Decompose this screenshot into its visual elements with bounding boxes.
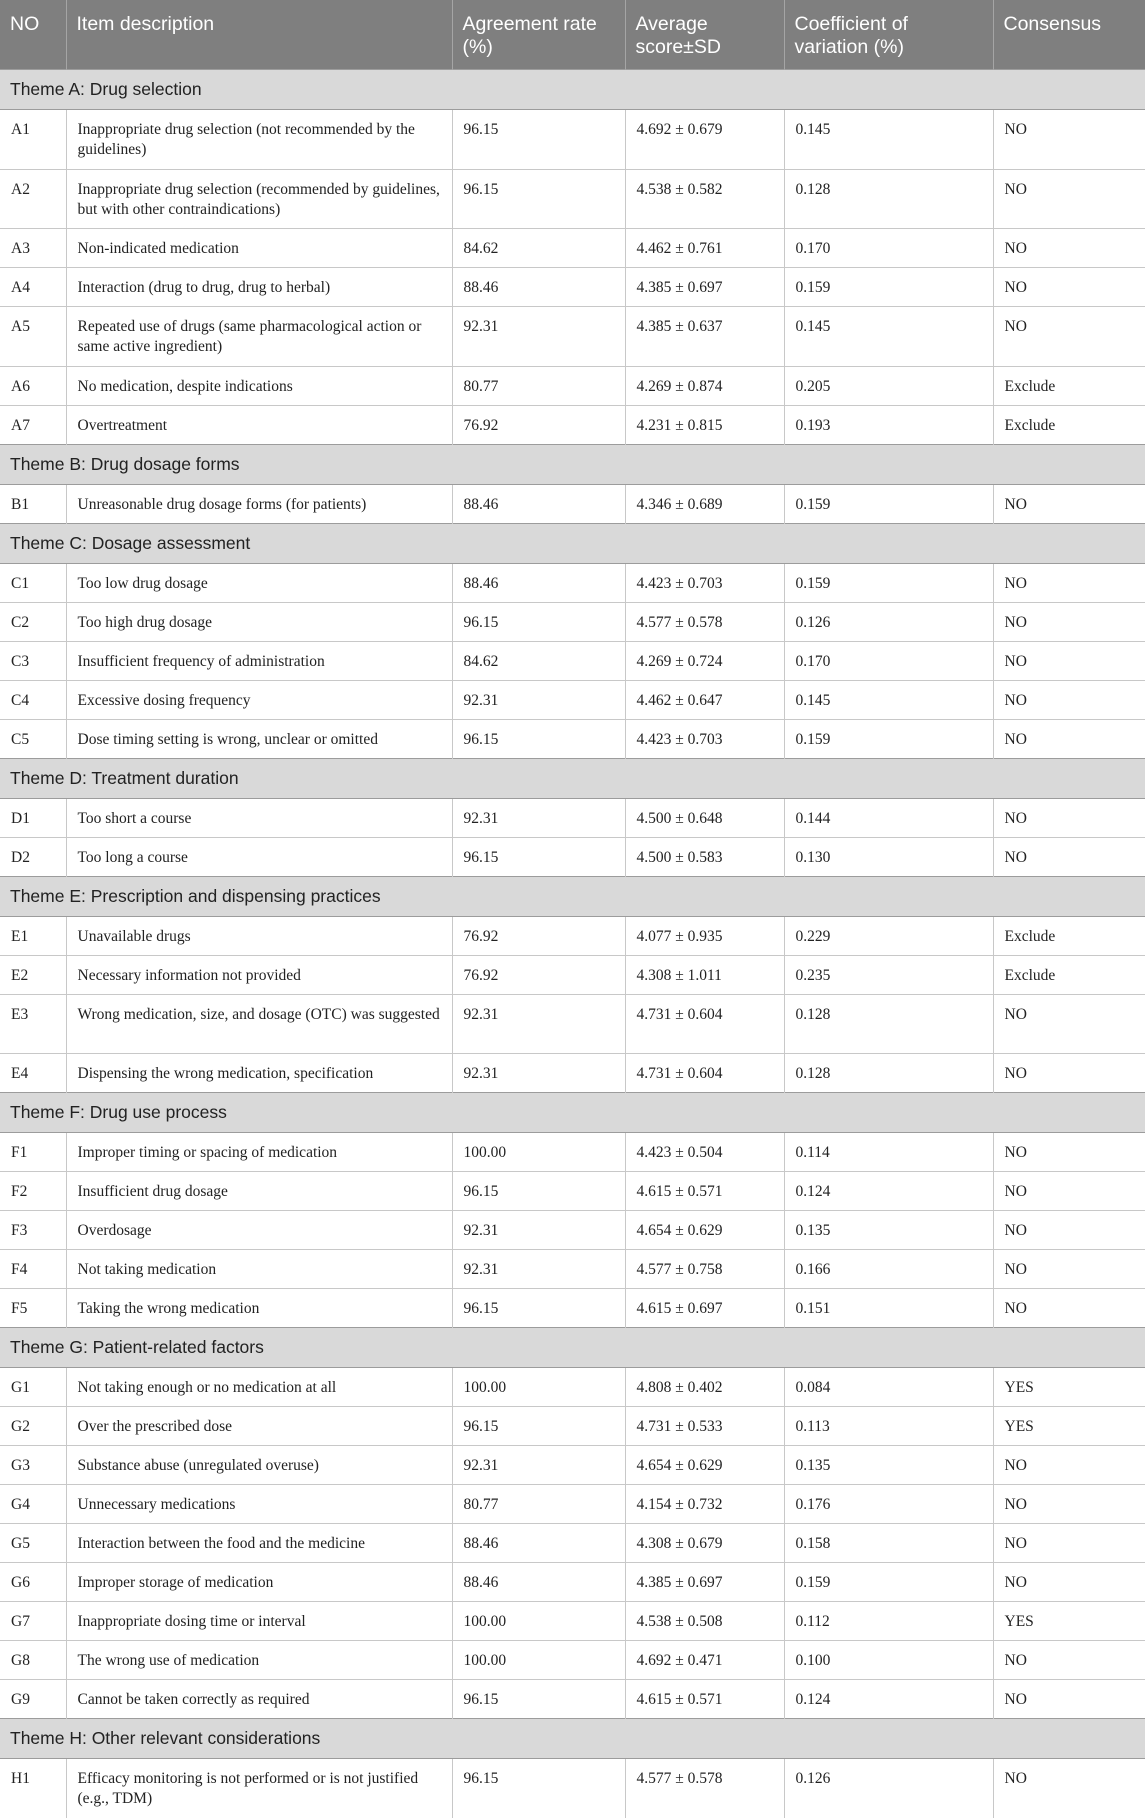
table-row [0, 1485, 1145, 1524]
row-number: E4 [0, 1054, 66, 1093]
item-description: Necessary information not provided [66, 955, 452, 994]
consensus-value: YES [993, 1602, 1145, 1641]
agreement-rate: 96.15 [452, 169, 625, 229]
consensus-value: NO [993, 1524, 1145, 1563]
coefficient-of-variation: 0.135 [784, 1446, 993, 1485]
theme-row [0, 1093, 1145, 1133]
coefficient-of-variation: 0.124 [784, 1680, 993, 1719]
agreement-rate: 96.15 [452, 1289, 625, 1328]
table-row [0, 366, 1145, 405]
theme-row [0, 758, 1145, 798]
item-description: Too low drug dosage [66, 563, 452, 602]
table-body [0, 70, 1145, 1818]
row-number: G6 [0, 1563, 66, 1602]
coefficient-of-variation: 0.126 [784, 1759, 993, 1818]
theme-title: Theme A: Drug selection [0, 70, 1145, 110]
agreement-rate: 96.15 [452, 110, 625, 170]
row-number: C5 [0, 719, 66, 758]
consensus-value: NO [993, 602, 1145, 641]
item-description: Not taking medication [66, 1250, 452, 1289]
consensus-value: NO [993, 563, 1145, 602]
header-item-description: Item description [66, 0, 452, 70]
header-agreement-rate: Agreement rate (%) [452, 0, 625, 70]
item-description: Insufficient frequency of administration [66, 641, 452, 680]
table-row [0, 719, 1145, 758]
consensus-value: NO [993, 110, 1145, 170]
table-row [0, 169, 1145, 229]
average-score: 4.154 ± 0.732 [625, 1485, 784, 1524]
agreement-rate: 92.31 [452, 1250, 625, 1289]
table-row [0, 602, 1145, 641]
table-row [0, 837, 1145, 876]
average-score: 4.269 ± 0.874 [625, 366, 784, 405]
theme-title: Theme D: Treatment duration [0, 758, 1145, 798]
row-number: G8 [0, 1641, 66, 1680]
table-row [0, 994, 1145, 1054]
consensus-value: NO [993, 837, 1145, 876]
consensus-value: NO [993, 229, 1145, 268]
average-score: 4.577 ± 0.578 [625, 1759, 784, 1818]
item-description: Overtreatment [66, 405, 452, 444]
agreement-rate: 92.31 [452, 307, 625, 367]
header-no: NO [0, 0, 66, 70]
table-row [0, 1172, 1145, 1211]
table-row [0, 798, 1145, 837]
table-row [0, 229, 1145, 268]
table-row [0, 1446, 1145, 1485]
table-row [0, 641, 1145, 680]
consensus-value: NO [993, 1680, 1145, 1719]
coefficient-of-variation: 0.159 [784, 268, 993, 307]
consensus-value: NO [993, 641, 1145, 680]
average-score: 4.423 ± 0.504 [625, 1133, 784, 1172]
theme-row [0, 523, 1145, 563]
average-score: 4.385 ± 0.697 [625, 1563, 784, 1602]
average-score: 4.731 ± 0.604 [625, 1054, 784, 1093]
item-description: Inappropriate drug selection (not recommended by the guidelines) [66, 110, 452, 170]
consensus-value: NO [993, 1759, 1145, 1818]
theme-title: Theme F: Drug use process [0, 1093, 1145, 1133]
item-description: Improper timing or spacing of medication [66, 1133, 452, 1172]
average-score: 4.654 ± 0.629 [625, 1211, 784, 1250]
consensus-value: NO [993, 798, 1145, 837]
consensus-value: NO [993, 1054, 1145, 1093]
table-row [0, 563, 1145, 602]
average-score: 4.692 ± 0.679 [625, 110, 784, 170]
consensus-value: NO [993, 719, 1145, 758]
agreement-rate: 88.46 [452, 1563, 625, 1602]
coefficient-of-variation: 0.128 [784, 169, 993, 229]
row-number: F1 [0, 1133, 66, 1172]
item-description: Repeated use of drugs (same pharmacological action or same active ingredient) [66, 307, 452, 367]
header-consensus: Consensus [993, 0, 1145, 70]
item-description: Efficacy monitoring is not performed or is not justified (e.g., TDM) [66, 1759, 452, 1818]
average-score: 4.423 ± 0.703 [625, 719, 784, 758]
consensus-value: NO [993, 1446, 1145, 1485]
row-number: A6 [0, 366, 66, 405]
table-row [0, 1133, 1145, 1172]
average-score: 4.577 ± 0.758 [625, 1250, 784, 1289]
agreement-rate: 92.31 [452, 1211, 625, 1250]
agreement-rate: 80.77 [452, 1485, 625, 1524]
theme-row [0, 1719, 1145, 1759]
table-row [0, 1250, 1145, 1289]
table-row [0, 268, 1145, 307]
average-score: 4.462 ± 0.761 [625, 229, 784, 268]
row-number: G4 [0, 1485, 66, 1524]
coefficient-of-variation: 0.159 [784, 719, 993, 758]
consensus-value: Exclude [993, 916, 1145, 955]
average-score: 4.500 ± 0.648 [625, 798, 784, 837]
coefficient-of-variation: 0.170 [784, 229, 993, 268]
table-row [0, 680, 1145, 719]
agreement-rate: 80.77 [452, 366, 625, 405]
row-number: A3 [0, 229, 66, 268]
row-number: E1 [0, 916, 66, 955]
average-score: 4.231 ± 0.815 [625, 405, 784, 444]
coefficient-of-variation: 0.229 [784, 916, 993, 955]
row-number: F2 [0, 1172, 66, 1211]
coefficient-of-variation: 0.145 [784, 307, 993, 367]
theme-title: Theme B: Drug dosage forms [0, 444, 1145, 484]
table-row [0, 1524, 1145, 1563]
row-number: F3 [0, 1211, 66, 1250]
item-description: Not taking enough or no medication at all [66, 1368, 452, 1407]
header-average-score: Average score±SD [625, 0, 784, 70]
consensus-value: NO [993, 169, 1145, 229]
agreement-rate: 76.92 [452, 916, 625, 955]
table-row [0, 484, 1145, 523]
table-row [0, 1407, 1145, 1446]
coefficient-of-variation: 0.145 [784, 110, 993, 170]
coefficient-of-variation: 0.114 [784, 1133, 993, 1172]
item-description: Overdosage [66, 1211, 452, 1250]
row-number: F5 [0, 1289, 66, 1328]
average-score: 4.731 ± 0.604 [625, 994, 784, 1054]
table-row [0, 1211, 1145, 1250]
average-score: 4.654 ± 0.629 [625, 1446, 784, 1485]
consensus-value: NO [993, 1563, 1145, 1602]
item-description: Taking the wrong medication [66, 1289, 452, 1328]
agreement-rate: 100.00 [452, 1602, 625, 1641]
agreement-rate: 96.15 [452, 602, 625, 641]
coefficient-of-variation: 0.145 [784, 680, 993, 719]
item-description: Too short a course [66, 798, 452, 837]
item-description: Cannot be taken correctly as required [66, 1680, 452, 1719]
average-score: 4.308 ± 1.011 [625, 955, 784, 994]
item-description: Interaction between the food and the medicine [66, 1524, 452, 1563]
agreement-rate: 100.00 [452, 1133, 625, 1172]
row-number: H1 [0, 1759, 66, 1818]
average-score: 4.808 ± 0.402 [625, 1368, 784, 1407]
coefficient-of-variation: 0.084 [784, 1368, 993, 1407]
coefficient-of-variation: 0.124 [784, 1172, 993, 1211]
coefficient-of-variation: 0.170 [784, 641, 993, 680]
consensus-value: NO [993, 1211, 1145, 1250]
row-number: E3 [0, 994, 66, 1054]
row-number: F4 [0, 1250, 66, 1289]
item-description: Non-indicated medication [66, 229, 452, 268]
item-description: Too long a course [66, 837, 452, 876]
item-description: Unnecessary medications [66, 1485, 452, 1524]
row-number: G2 [0, 1407, 66, 1446]
consensus-value: NO [993, 1133, 1145, 1172]
consensus-value: NO [993, 1485, 1145, 1524]
average-score: 4.077 ± 0.935 [625, 916, 784, 955]
average-score: 4.385 ± 0.697 [625, 268, 784, 307]
consensus-value: NO [993, 307, 1145, 367]
consensus-value: NO [993, 1172, 1145, 1211]
coefficient-of-variation: 0.193 [784, 405, 993, 444]
row-number: B1 [0, 484, 66, 523]
consensus-value: YES [993, 1368, 1145, 1407]
agreement-rate: 84.62 [452, 229, 625, 268]
coefficient-of-variation: 0.166 [784, 1250, 993, 1289]
agreement-rate: 84.62 [452, 641, 625, 680]
agreement-rate: 76.92 [452, 405, 625, 444]
theme-row [0, 70, 1145, 110]
table-row [0, 1563, 1145, 1602]
item-description: The wrong use of medication [66, 1641, 452, 1680]
table-row [0, 307, 1145, 367]
table-row [0, 1289, 1145, 1328]
consensus-value: NO [993, 484, 1145, 523]
row-number: E2 [0, 955, 66, 994]
average-score: 4.538 ± 0.582 [625, 169, 784, 229]
item-description: Wrong medication, size, and dosage (OTC) was suggested [66, 994, 452, 1054]
coefficient-of-variation: 0.159 [784, 1563, 993, 1602]
row-number: G5 [0, 1524, 66, 1563]
row-number: C4 [0, 680, 66, 719]
item-description: Unavailable drugs [66, 916, 452, 955]
row-number: C2 [0, 602, 66, 641]
consensus-value: Exclude [993, 955, 1145, 994]
item-description: Dispensing the wrong medication, specification [66, 1054, 452, 1093]
coefficient-of-variation: 0.176 [784, 1485, 993, 1524]
table-row [0, 405, 1145, 444]
coefficient-of-variation: 0.126 [784, 602, 993, 641]
consensus-value: NO [993, 680, 1145, 719]
agreement-rate: 96.15 [452, 837, 625, 876]
consensus-value: NO [993, 1250, 1145, 1289]
consensus-value: Exclude [993, 366, 1145, 405]
theme-row [0, 444, 1145, 484]
coefficient-of-variation: 0.128 [784, 1054, 993, 1093]
agreement-rate: 96.15 [452, 1759, 625, 1818]
coefficient-of-variation: 0.159 [784, 484, 993, 523]
agreement-rate: 100.00 [452, 1641, 625, 1680]
average-score: 4.692 ± 0.471 [625, 1641, 784, 1680]
average-score: 4.462 ± 0.647 [625, 680, 784, 719]
agreement-rate: 92.31 [452, 1054, 625, 1093]
table-row [0, 1054, 1145, 1093]
average-score: 4.615 ± 0.697 [625, 1289, 784, 1328]
item-description: Inappropriate dosing time or interval [66, 1602, 452, 1641]
consensus-value: YES [993, 1407, 1145, 1446]
coefficient-of-variation: 0.130 [784, 837, 993, 876]
row-number: A5 [0, 307, 66, 367]
consensus-value: NO [993, 1289, 1145, 1328]
row-number: G9 [0, 1680, 66, 1719]
row-number: G3 [0, 1446, 66, 1485]
consensus-value: Exclude [993, 405, 1145, 444]
item-description: Inappropriate drug selection (recommended by guidelines, but with other contraindications) [66, 169, 452, 229]
theme-title: Theme E: Prescription and dispensing practices [0, 876, 1145, 916]
table-row [0, 1680, 1145, 1719]
coefficient-of-variation: 0.144 [784, 798, 993, 837]
theme-row [0, 1328, 1145, 1368]
header-coefficient-of-variation: Coefficient of variation (%) [784, 0, 993, 70]
theme-title: Theme G: Patient-related factors [0, 1328, 1145, 1368]
row-number: D1 [0, 798, 66, 837]
item-description: Improper storage of medication [66, 1563, 452, 1602]
agreement-rate: 96.15 [452, 1407, 625, 1446]
consensus-value: NO [993, 1641, 1145, 1680]
average-score: 4.577 ± 0.578 [625, 602, 784, 641]
coefficient-of-variation: 0.113 [784, 1407, 993, 1446]
row-number: D2 [0, 837, 66, 876]
agreement-rate: 88.46 [452, 268, 625, 307]
coefficient-of-variation: 0.100 [784, 1641, 993, 1680]
coefficient-of-variation: 0.205 [784, 366, 993, 405]
coefficient-of-variation: 0.151 [784, 1289, 993, 1328]
table-row [0, 110, 1145, 170]
coefficient-of-variation: 0.128 [784, 994, 993, 1054]
agreement-rate: 88.46 [452, 563, 625, 602]
table-row [0, 1641, 1145, 1680]
agreement-rate: 76.92 [452, 955, 625, 994]
consensus-value: NO [993, 268, 1145, 307]
average-score: 4.731 ± 0.533 [625, 1407, 784, 1446]
theme-row [0, 876, 1145, 916]
header-row [0, 0, 1145, 70]
coefficient-of-variation: 0.112 [784, 1602, 993, 1641]
item-description: Dose timing setting is wrong, unclear or omitted [66, 719, 452, 758]
row-number: A1 [0, 110, 66, 170]
item-description: No medication, despite indications [66, 366, 452, 405]
average-score: 4.385 ± 0.637 [625, 307, 784, 367]
item-description: Over the prescribed dose [66, 1407, 452, 1446]
average-score: 4.615 ± 0.571 [625, 1680, 784, 1719]
coefficient-of-variation: 0.159 [784, 563, 993, 602]
average-score: 4.269 ± 0.724 [625, 641, 784, 680]
theme-title: Theme C: Dosage assessment [0, 523, 1145, 563]
agreement-rate: 96.15 [452, 719, 625, 758]
coefficient-of-variation: 0.158 [784, 1524, 993, 1563]
coefficient-of-variation: 0.135 [784, 1211, 993, 1250]
agreement-rate: 100.00 [452, 1368, 625, 1407]
agreement-rate: 92.31 [452, 798, 625, 837]
average-score: 4.308 ± 0.679 [625, 1524, 784, 1563]
item-description: Insufficient drug dosage [66, 1172, 452, 1211]
coefficient-of-variation: 0.235 [784, 955, 993, 994]
agreement-rate: 88.46 [452, 484, 625, 523]
item-description: Too high drug dosage [66, 602, 452, 641]
table-row [0, 1602, 1145, 1641]
theme-title: Theme H: Other relevant considerations [0, 1719, 1145, 1759]
row-number: G1 [0, 1368, 66, 1407]
agreement-rate: 96.15 [452, 1172, 625, 1211]
table-row [0, 955, 1145, 994]
average-score: 4.500 ± 0.583 [625, 837, 784, 876]
row-number: G7 [0, 1602, 66, 1641]
agreement-rate: 92.31 [452, 994, 625, 1054]
row-number: C3 [0, 641, 66, 680]
row-number: A2 [0, 169, 66, 229]
table-row [0, 1759, 1145, 1818]
average-score: 4.346 ± 0.689 [625, 484, 784, 523]
agreement-rate: 92.31 [452, 680, 625, 719]
row-number: C1 [0, 563, 66, 602]
average-score: 4.538 ± 0.508 [625, 1602, 784, 1641]
agreement-rate: 88.46 [452, 1524, 625, 1563]
row-number: A4 [0, 268, 66, 307]
item-description: Substance abuse (unregulated overuse) [66, 1446, 452, 1485]
item-description: Unreasonable drug dosage forms (for patients) [66, 484, 452, 523]
average-score: 4.615 ± 0.571 [625, 1172, 784, 1211]
average-score: 4.423 ± 0.703 [625, 563, 784, 602]
agreement-rate: 92.31 [452, 1446, 625, 1485]
row-number: A7 [0, 405, 66, 444]
table-row [0, 916, 1145, 955]
consensus-value: NO [993, 994, 1145, 1054]
table-row [0, 1368, 1145, 1407]
agreement-rate: 96.15 [452, 1680, 625, 1719]
item-description: Interaction (drug to drug, drug to herbal) [66, 268, 452, 307]
item-description: Excessive dosing frequency [66, 680, 452, 719]
